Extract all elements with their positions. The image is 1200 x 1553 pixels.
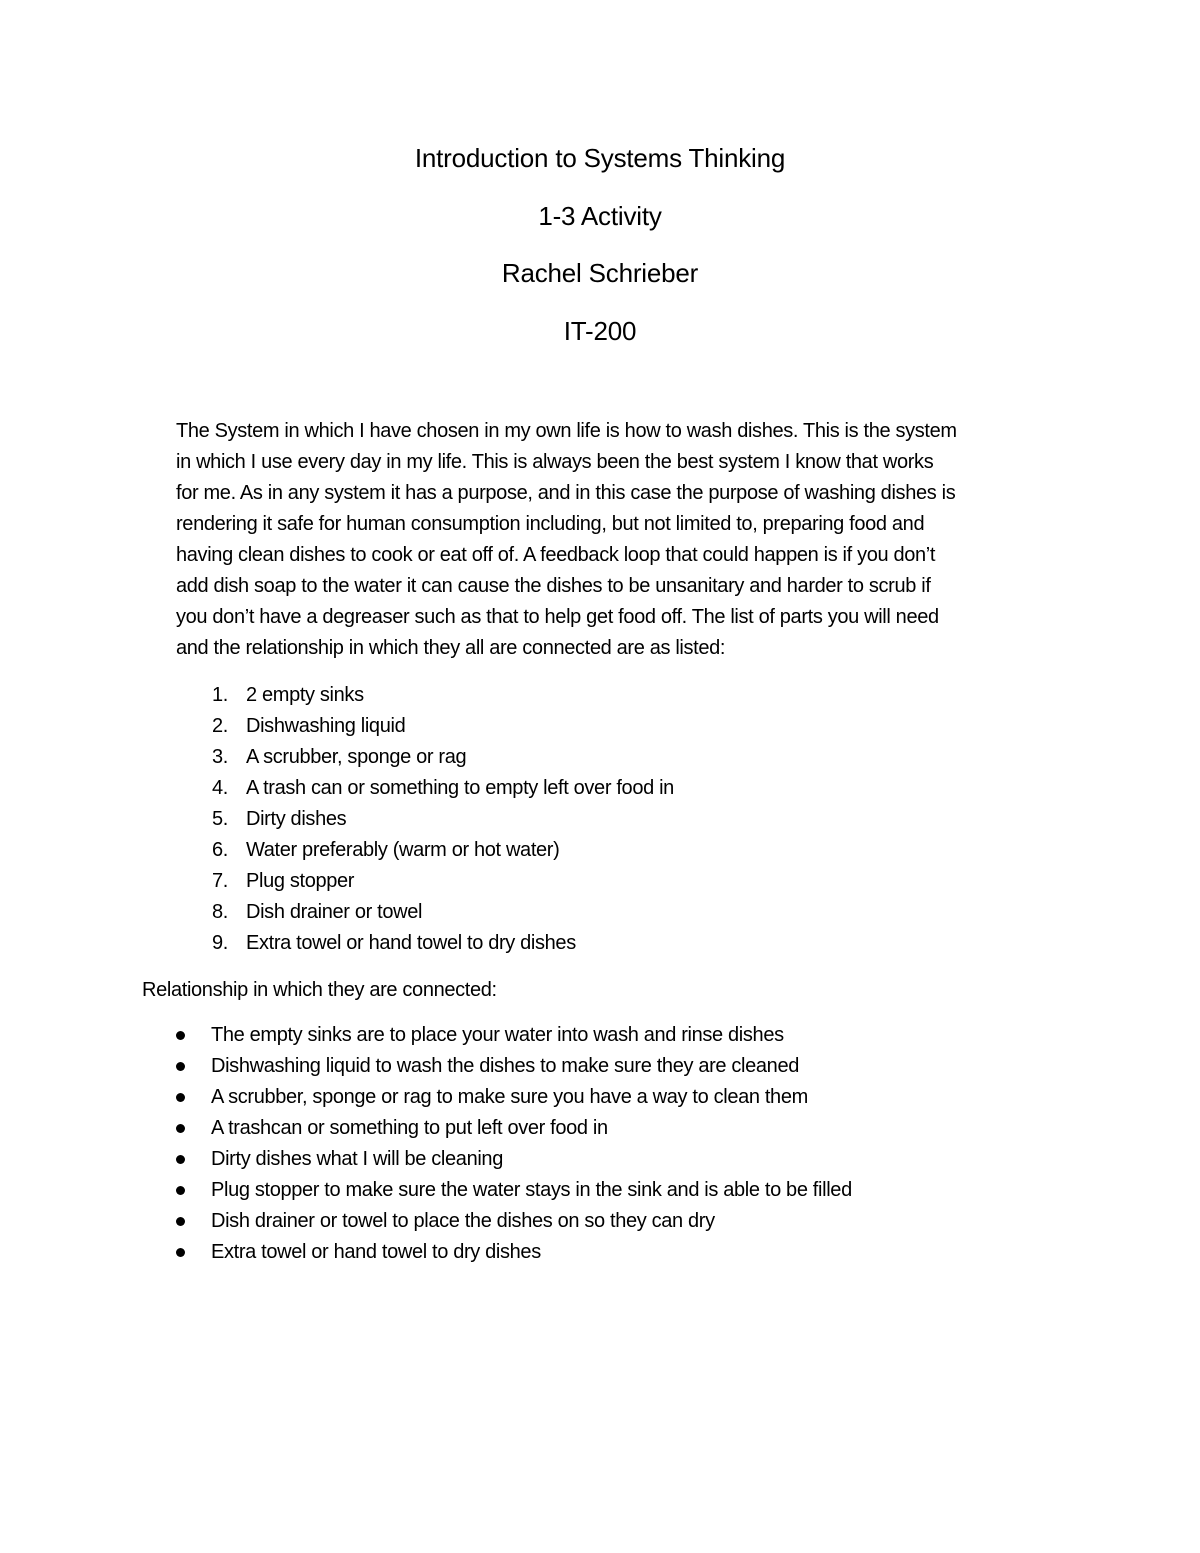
- list-item-text: Plug stopper: [246, 870, 355, 892]
- list-item: [176, 742, 1076, 773]
- paragraph-line: having clean dishes to cook or eat off of. A feedback loop that could happen is if you don’t: [176, 544, 936, 566]
- bullet-icon: [176, 1031, 185, 1040]
- list-item: [176, 804, 1076, 835]
- list-item-text: A scrubber, sponge or rag: [246, 746, 467, 768]
- intro-paragraph: [176, 416, 1066, 664]
- course-code: IT-200: [563, 315, 637, 346]
- bullet-icon: [176, 1155, 185, 1164]
- list-number: 4.: [212, 777, 228, 799]
- activity-label: 1-3 Activity: [538, 200, 662, 231]
- bullet-icon: [176, 1186, 185, 1195]
- list-item: [176, 711, 1076, 742]
- relationship-list: [176, 1020, 1076, 1268]
- list-number: 8.: [212, 901, 228, 923]
- paragraph-line: add dish soap to the water it can cause the dishes to be unsanitary and harder to scrub if: [176, 575, 931, 597]
- list-number: 7.: [212, 870, 228, 892]
- list-item: [176, 1020, 1076, 1051]
- list-item-text: Dishwashing liquid: [246, 715, 406, 737]
- list-item-text: Extra towel or hand towel to dry dishes: [211, 1241, 541, 1263]
- list-item-text: Water preferably (warm or hot water): [246, 839, 560, 861]
- list-item: [176, 928, 1076, 959]
- paragraph-line: you don’t have a degreaser such as that to help get food off. The list of parts you will need: [176, 606, 939, 628]
- paragraph-line: for me. As in any system it has a purpose, and in this case the purpose of washing dishes is: [176, 482, 956, 504]
- list-number: 3.: [212, 746, 228, 768]
- list-item: [176, 1113, 1076, 1144]
- paragraph-line: and the relationship in which they all are connected are as listed:: [176, 637, 726, 659]
- title-block: [0, 142, 1200, 372]
- list-item-text: Extra towel or hand towel to dry dishes: [246, 932, 576, 954]
- bullet-icon: [176, 1093, 185, 1102]
- list-number: 6.: [212, 839, 228, 861]
- paragraph-line: in which I use every day in my life. This is always been the best system I know that works: [176, 451, 934, 473]
- list-item: [176, 773, 1076, 804]
- author-name: Rachel Schrieber: [501, 258, 699, 288]
- list-item: [176, 866, 1076, 897]
- list-item: [176, 1175, 1076, 1206]
- list-item: [176, 1144, 1076, 1175]
- list-item-text: Dish drainer or towel to place the dishes on so they can dry: [211, 1210, 715, 1232]
- list-item: [176, 1082, 1076, 1113]
- list-item-text: Dirty dishes: [246, 808, 347, 830]
- bullet-icon: [176, 1248, 185, 1257]
- list-number: 1.: [212, 684, 228, 706]
- list-item: [176, 1237, 1076, 1268]
- list-item-text: A trash can or something to empty left over food in: [246, 777, 674, 799]
- list-item-text: Plug stopper to make sure the water stays in the sink and is able to be filled: [211, 1179, 852, 1201]
- list-item-text: Dish drainer or towel: [246, 901, 423, 923]
- list-number: 2.: [212, 715, 228, 737]
- list-item-text: Dishwashing liquid to wash the dishes to make sure they are cleaned: [211, 1055, 800, 1077]
- list-number: 9.: [212, 932, 228, 954]
- list-number: 5.: [212, 808, 228, 830]
- list-item-text: 2 empty sinks: [246, 684, 364, 706]
- paragraph-line: rendering it safe for human consumption including, but not limited to, preparing food and: [176, 513, 925, 535]
- parts-list: [176, 680, 1076, 959]
- document-title: Introduction to Systems Thinking: [414, 143, 786, 173]
- list-item-text: The empty sinks are to place your water into wash and rinse dishes: [211, 1024, 784, 1046]
- list-item-text: A scrubber, sponge or rag to make sure you have a way to clean them: [211, 1086, 808, 1108]
- list-item: [176, 835, 1076, 866]
- list-item: [176, 1051, 1076, 1082]
- bullet-icon: [176, 1062, 185, 1071]
- list-item-text: A trashcan or something to put left over food in: [211, 1117, 608, 1139]
- list-item: [176, 1206, 1076, 1237]
- bullet-icon: [176, 1217, 185, 1226]
- list-item: [176, 680, 1076, 711]
- paragraph-line: The System in which I have chosen in my own life is how to wash dishes. This is the system: [176, 420, 957, 442]
- list-item-text: Dirty dishes what I will be cleaning: [211, 1148, 503, 1170]
- list-item: [176, 897, 1076, 928]
- relationship-heading: Relationship in which they are connected:: [142, 979, 497, 1001]
- bullet-icon: [176, 1124, 185, 1133]
